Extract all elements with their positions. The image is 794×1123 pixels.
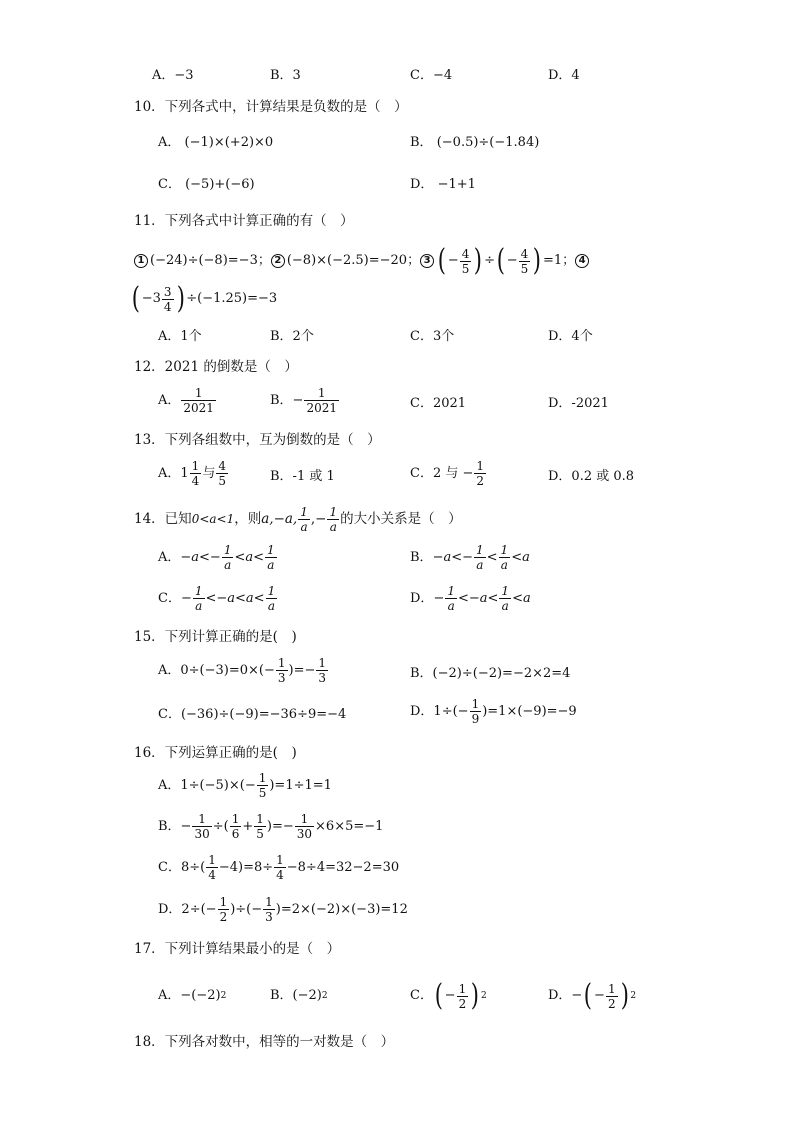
q15-option-a: A．0÷(−3)=0×(− $\frac{1}{3}$ )=− $\frac{1}{3}$ <box>158 656 327 685</box>
q14-option-b: B． −a<− $\frac{1}{a}$ < $\frac{1}{a}$ <a <box>410 543 530 572</box>
q14-option-c: C． − $\frac{1}{a}$ <−a<a< $\frac{1}{a}$ <box>158 584 276 613</box>
q16-option-a: A．1÷(−5)×(− $\frac{1}{5}$ )=1÷1=1 <box>158 771 332 800</box>
q11-statements-row1: 1 (−24)÷(−8)=−3； 2 (−8)×(−2.5)=−20； 3 ( − $\frac{4}{5}$ ) ÷ ( − $\frac{4}{5}$ ) =1； 4 <box>134 244 591 278</box>
circled-2-icon: 2 <box>271 254 285 268</box>
q10-option-d: D． −1+1 <box>410 177 476 192</box>
q16-option-c: C．8÷( $\frac{1}{4}$ −4)=8÷ $\frac{1}{4}$ −8÷4=32−2=30 <box>158 853 400 882</box>
q14-option-a: A． −a<− $\frac{1}{a}$ <a< $\frac{1}{a}$ <box>158 543 275 572</box>
q17-option-c: C． ( − $\frac{1}{2}$ ) 2 <box>410 978 487 1013</box>
q13-option-b: B．-1 或 1 <box>270 469 335 484</box>
q12-stem: 12．2021 的倒数是（ ） <box>134 359 298 375</box>
q9-option-b: B．3 <box>270 68 301 83</box>
q13-option-a: A．1 $\frac{1}{4}$ 与 $\frac{4}{5}$ <box>158 459 226 488</box>
q11-option-c: C．3个 <box>410 329 455 344</box>
q13-stem: 13．下列各组数中，互为倒数的是（ ） <box>134 432 381 448</box>
q9-option-c: C．−4 <box>410 68 453 83</box>
q11-option-b: B．2个 <box>270 329 314 344</box>
q16-stem: 16．下列运算正确的是( ) <box>134 745 297 761</box>
q13-option-c: C．2 与 − $\frac{1}{2}$ <box>410 459 485 488</box>
q16-option-d: D．2÷(− $\frac{1}{2}$ )÷(− $\frac{1}{3}$ )=2×(−2)×(−3)=12 <box>158 895 408 924</box>
q10-stem: 10．下列各式中，计算结果是负数的是（ ） <box>134 99 408 115</box>
q12-option-b: B．− $\frac{1}{2021}$ <box>270 386 337 415</box>
q10-option-b: B． (−0.5)÷(−1.84) <box>410 135 540 150</box>
q10-option-a: A． (−1)×(+2)×0 <box>158 135 274 150</box>
q15-stem: 15．下列计算正确的是( ) <box>134 629 297 645</box>
q15-option-c: C．(−36)÷(−9)=−36÷9=−4 <box>158 707 347 722</box>
q13-option-d: D．0.2 或 0.8 <box>548 469 635 484</box>
q9-option-a: A．−3 <box>152 68 194 83</box>
q17-option-d: D．− ( − $\frac{1}{2}$ ) 2 <box>548 978 637 1013</box>
q12-option-a: A． $\frac{1}{2021}$ <box>158 386 214 415</box>
q12-option-d: D．-2021 <box>548 396 609 411</box>
q14-stem: 14．已知 0<a<1 ，则 a,−a, $\frac{1}{a}$ ,− $\frac{1}{a}$ 的大小关系是（ ） <box>134 504 462 534</box>
q9-option-d: D．4 <box>548 68 580 83</box>
q12-option-c: C．2021 <box>410 396 467 411</box>
q17-stem: 17．下列计算结果最小的是（ ） <box>134 941 341 957</box>
circled-1-icon: 1 <box>134 254 148 268</box>
q18-stem: 18．下列各对数中，相等的一对数是（ ） <box>134 1034 395 1050</box>
q11-option-d: D．4个 <box>548 329 593 344</box>
q16-option-b: B．− $\frac{1}{30}$ ÷( $\frac{1}{6}$ + $\frac{1}{5}$ )=− $\frac{1}{30}$ ×6×5=−1 <box>158 812 384 841</box>
q10-option-c: C． (−5)+(−6) <box>158 177 255 192</box>
q11-option-a: A．1个 <box>158 329 202 344</box>
q15-option-d: D．1÷(− $\frac{1}{9}$ )=1×(−9)=−9 <box>410 697 577 726</box>
circled-3-icon: 3 <box>420 254 434 268</box>
q17-option-b: B．(−2) 2 <box>270 988 328 1003</box>
circled-4-icon: 4 <box>575 254 589 268</box>
q11-statements-row2: ( −3 $\frac{3}{4}$ ) ÷(−1.25)=−3 <box>131 281 278 316</box>
q17-option-a: A．−(−2) 2 <box>158 988 227 1003</box>
q14-option-d: D． − $\frac{1}{a}$ <−a< $\frac{1}{a}$ <a <box>410 584 531 613</box>
q11-stem: 11．下列各式中计算正确的有（ ） <box>134 213 354 229</box>
q15-option-b: B．(−2)÷(−2)=−2×2=4 <box>410 666 571 681</box>
